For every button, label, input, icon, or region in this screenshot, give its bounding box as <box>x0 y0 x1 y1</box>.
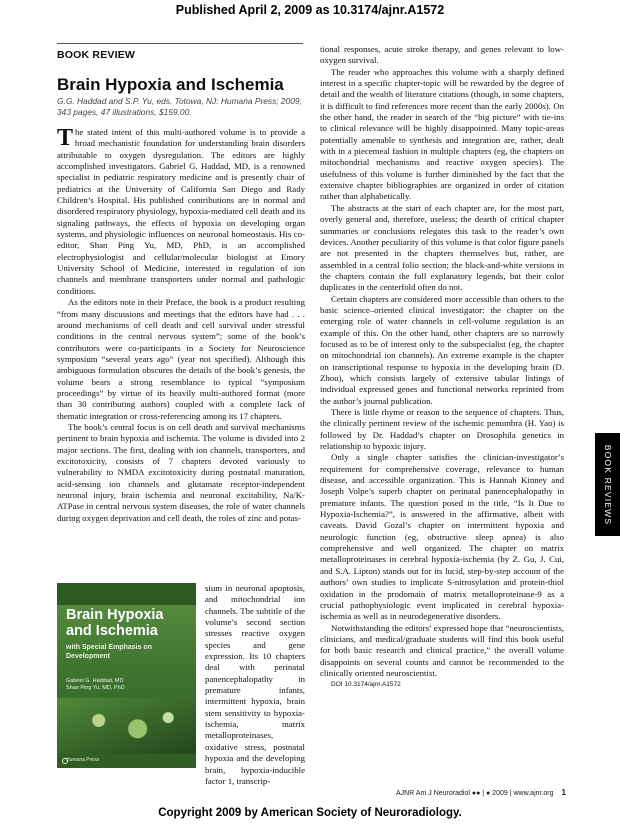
right-column <box>320 44 564 691</box>
cover-editor-1: Gabriel G. Haddad, MD <box>66 678 124 684</box>
right-paragraph-1: The reader who approaches this volume with a sharply defined interest in a specific chapter-topic will be rewarded by the degree of detail and the wealth of literature citations (though, in some chapters, it is difficult to find references more recent than the early 2000s). On the other hand, the reader in search of the “big picture” with tie-ins to clinical relevance will be highly disappointed. Many topic-areas potentially amenable to synthesis and integration are, rather, dealt with in a piecemeal fashion in multiple chapters (eg, the chapters on mitochondrial mechanisms and reactive oxygen species). The usefulness of this volume is further diminished by the fact that the extensive chapter bibliographies are organized in order of citation rather than alphabetically. <box>320 66 564 202</box>
article-title: Brain Hypoxia and Ischemia <box>57 75 284 94</box>
drop-cap: T <box>57 125 74 151</box>
side-tab-label: BOOK REVIEWS <box>602 444 613 525</box>
left-paragraph-1: The stated intent of this multi-authored volume is to provide a broad mechanistic foundation for understanding brain disorders attributable to oxygen dysregulation. The editors are highly accomplished investigators. Gabriel G. Haddad, MD, is a renowned specialist in pediatric respiratory medicine and is presently chair of pediatrics at the University of California San Diego and Rady Children’s Hospital. His published contributions are in normal and disordered respiratory physiology, hypoxia-mediated cell death and its signaling pathways, the effects of hypoxia on developing organ systems, and physiologic influences on neuronal homeostasis. His co-editor, Shan Ping Yu, MD, PhD, is an accomplished electrophysiologist and cellular/molecular biologist at Emory University School of Medicine, interested in regulation of ion channels and membrane transporters under normal and pathologic conditions. <box>57 125 305 296</box>
side-tab <box>595 433 620 536</box>
doi-label: DOI 10.3174/ajnr.A1572 <box>331 681 401 689</box>
page-footer <box>320 788 566 797</box>
left-paragraph-3-continued: sium in neuronal apoptosis, and mitochondrial ion channels. The subtitle of the volume’s second section stresses reactive oxygen species and gene expression. Its 10 chapters deal with perinatal panencephalopathy in premature infants, intermittent hypoxia, brain stem sensitivity to hypoxia-ischemia, matrix metalloproteinases, oxidative stress, postnatal hypoxia and the developing brain, hypoxia-inducible factor 1, transcrip- <box>205 583 305 786</box>
left-paragraph-2: As the editors note in their Preface, the book is a product resulting “from many discussions and meetings that the editors have had . . . around mechanisms of cell death and cell survival under stressful conditions in the central nervous system”; some of the book’s contributors were co-participants in a Society for Neuroscience symposium “several years ago” (year not specified). Although this ambiguous formulation obscures the details of the book’s genesis, the volume bears a strong resemblance to typical “symposium proceedings” by virtue of its heavily multi-authored format (more than 30 contributing authors) coupled with a complete lack of thematic integration or cross-referencing among its 17 chapters. <box>57 297 305 421</box>
published-banner: Published April 2, 2009 as 10.3174/ajnr.A1572 <box>175 3 445 17</box>
book-citation: G.G. Haddad and S.P. Yu, eds. Totowa, NJ: Humana Press; 2009, 343 pages, 47 illustrations, $159.00. <box>57 96 302 117</box>
cover-artwork <box>57 698 196 754</box>
cover-editor-2: Shan Ping Yu, MD, PhD <box>66 685 125 691</box>
cover-publisher: Humana Press <box>66 757 100 763</box>
right-paragraph-4: There is little rhyme or reason to the sequence of chapters. Thus, the clinically pertinent review of the ischemic penumbra (H. Yao) is followed by Dr. Haddad’s chapter on Drosophila genetics in relationship to hypoxic injury. <box>320 407 564 452</box>
book-cover-image <box>57 583 196 768</box>
copyright-banner: Copyright 2009 by American Society of Neuroradiology. <box>158 807 462 819</box>
footer-journal: AJNR Am J Neuroradiol ●● | ● 2009 | www.ajnr.org <box>395 790 554 797</box>
left-column <box>57 127 305 524</box>
cover-subtitle: with Special Emphasis on Development <box>66 644 152 660</box>
right-paragraph-0: tional responses, acute stroke therapy, and genes relevant to low-oxygen survival. <box>320 44 564 66</box>
left-column-continued <box>205 583 305 787</box>
right-paragraph-3: Certain chapters are considered more accessible than others to the basic science–oriented clinical investigator: the chapter on the emerging role of water channels in cell-volume regulation is an example of this. On the other hand, other chapters are so narrowly focused as to be of interest only to the subspecialist (eg, the chapter on mitochondrial ion channels). An extreme example is the chapter on transcriptional response to hypoxia in the developing brain (D. Zhou), which consists largely of extensive tabular listings of individual expressed genes and functional networks reprinted from the author’s journal publication. <box>320 293 564 406</box>
header-rule <box>57 43 303 44</box>
cover-title: Brain Hypoxia and Ischemia <box>66 607 164 639</box>
right-paragraph-5: Only a single chapter satisfies the clinician-investigator’s requirement for comprehensive coverage, relevance to human disease, and accessible organization. This is Hannah Kinney and Joseph Volpe’s superb chapter on perinatal panencephalopathy in premature infants. The question posed in the title, “Is It Due to Hypoxia-Ischemia?”, is answered in the affirmative, albeit with caveats. David Gozal’s chapter on intermittent hypoxia and neurologic function (eg, obstructive sleep apnea) is also comprehensive and well organized. The chapter on matrix metalloproteinases in cerebral hypoxia-ischemia (by Z. Gu, J. Cui, and S.A. Lipton) stands out for its lucid, step-by-step account of the authors’ own studies to implicate S-nitrosylation and protein-thiol oxidation in the prodomain of matrix metalloproteinase-9 as a crucial pathophysiologic event implicated in cerebral hypoxia-ischemia as well as in neurodegenerative disorders. <box>320 452 564 622</box>
section-label: BOOK REVIEW <box>57 49 136 61</box>
left-paragraph-3: The book’s central focus is on cell death and survival mechanisms pertinent to brain hypoxia and ischemia. The volume is divided into 2 major sections. The first, dealing with ion channels, transporters, and excitotoxicity, consists of 7 chapters devoted variously to vulnerability to NMDA excitotoxicity during postnatal maturation, acid-sensing ion channels and glutamate receptor-independent neuronal injury, brain ischemia and neuronal excitability, Na/K-ATPase in central nervous system diseases, the role of water channels during oxygen deprivation and cell death, the roles of zinc and potas- <box>57 421 305 523</box>
right-paragraph-6: Notwithstanding the editors’ expressed hope that “neuroscientists, clinicians, and medical/graduate students will find this book useful for both basic research and clinical practice,” the overall volume disappoints on several counts and cannot be recommended to the clinically oriented neuroscientist. <box>320 622 564 678</box>
page-number: 1 <box>561 788 566 797</box>
cover-band <box>57 583 196 605</box>
right-paragraph-2: The abstracts at the start of each chapter are, for the most part, overly general and, therefore, useless; the dearth of critical chapter summaries or conclusions relegates this task to the reader’s own devices. Another peculiarity of this volume is that color figure panels are not presented in the chapters themselves but, rather, are assembled in a central folio section; the black-and-white versions in the chapters contain the full explanatory legends, but their color duplicates in the centerfold often do not. <box>320 202 564 293</box>
